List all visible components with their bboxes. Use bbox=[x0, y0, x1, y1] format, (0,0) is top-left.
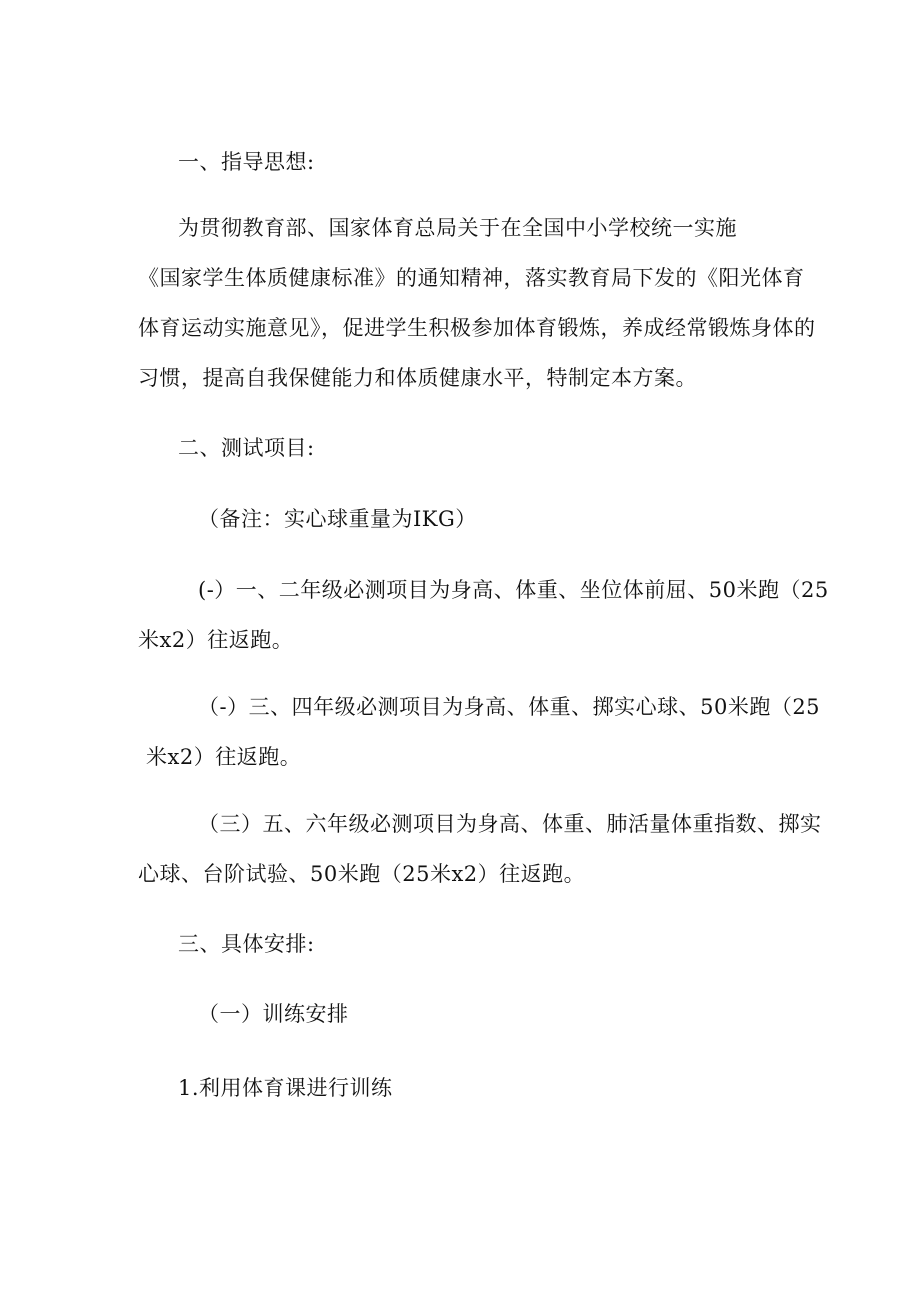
paragraph-line: 《国家学生体质健康标准》的通知精神，落实教育局下发的《阳光体育 bbox=[138, 266, 805, 290]
section-heading-test-items: 二、测试项目: bbox=[178, 436, 315, 460]
section-heading-guiding-thought: 一、指导思想: bbox=[178, 150, 315, 174]
list-item-line: 米x2）往返跑。 bbox=[146, 745, 302, 769]
list-item-line: (-）一、二年级必测项目为身高、体重、坐位体前屈、50米跑（25 bbox=[198, 578, 829, 602]
paragraph-line: 体育运动实施意见》，促进学生积极参加体育锻炼，养成经常锻炼身体的 bbox=[138, 316, 816, 340]
note-line: （备注：实心球重量为IKG） bbox=[198, 507, 477, 531]
list-item-line: 米x2）往返跑。 bbox=[138, 628, 294, 652]
numbered-point: 1.利用体育课进行训练 bbox=[178, 1076, 393, 1100]
subsection-heading: （一）训练安排 bbox=[198, 1002, 349, 1026]
paragraph-line: 习惯，提高自我保健能力和体质健康水平，特制定本方案。 bbox=[138, 366, 697, 390]
paragraph-line: 为贯彻教育部、国家体育总局关于在全国中小学校统一实施 bbox=[178, 216, 737, 240]
list-item-line: 心球、台阶试验、50米跑（25米x2）往返跑。 bbox=[138, 862, 586, 886]
list-item-line: （三）五、六年级必测项目为身高、体重、肺活量体重指数、掷实 bbox=[198, 812, 822, 836]
section-heading-arrangement: 三、具体安排: bbox=[178, 932, 315, 956]
list-item-line: （-）三、四年级必测项目为身高、体重、掷实心球、50米跑（25 bbox=[198, 695, 821, 719]
